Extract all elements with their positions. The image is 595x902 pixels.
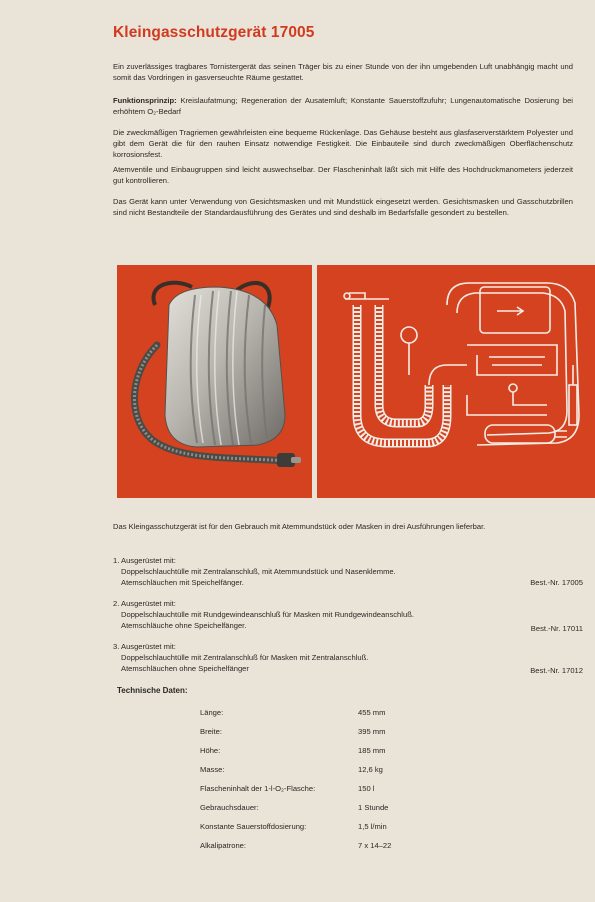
schematic-diagram xyxy=(317,265,595,498)
tech-row: Alkalipatrone: 7 x 14–22 xyxy=(200,841,392,850)
paragraph-intro: Ein zuverlässiges tragbares Tornistergerät das seinen Träger bis zu einer Stunde von der ihn umgebenden Luft unabhängig macht und somit das Vordringen in gasverseuchte Räume gestattet. xyxy=(113,62,573,83)
paragraph-lead: Funktionsprinzip: xyxy=(113,96,177,105)
variant-number: 2. xyxy=(113,599,120,608)
variant-3: 3. Ausgerüstet mit: Doppelschlauchtülle mit Zentralanschluß für Masken mit Zentralanschluß. Atemschläuchen ohne Speichelfänger Best.-Nr. 17012 xyxy=(113,642,583,675)
tech-row: Flascheninhalt der 1-l-O₂-Flasche: 150 l xyxy=(200,784,375,793)
paragraph-function: Funktionsprinzip: Kreislaufatmung; Regeneration der Ausatemluft; Konstante Sauerstoffzufuhr; Lungenautomatische Dosierung bei erhöhtem O₂-Bedarf xyxy=(113,96,573,117)
order-number: Best.-Nr. 17011 xyxy=(530,624,583,633)
page-title: Kleingasschutzgerät 17005 xyxy=(113,24,315,41)
tech-row: Gebrauchsdauer: 1 Stunde xyxy=(200,803,389,812)
tech-row: Höhe: 185 mm xyxy=(200,746,386,755)
variants-intro: Das Kleingasschutzgerät ist für den Gebrauch mit Atemmundstück oder Masken in drei Ausführungen lieferbar. xyxy=(113,522,486,531)
paragraph-masks: Das Gerät kann unter Verwendung von Gesichtsmasken und mit Mundstück eingesetzt werden. Gesichtsmasken und Gasschutzbrillen sind nicht Bestandteile der Standardausführung des Gerätes und sind deshalb im Bedarfsfalle gesondert zu bestellen. xyxy=(113,197,573,218)
tech-row: Breite: 395 mm xyxy=(200,727,386,736)
paragraph-housing: Die zweckmäßigen Tragriemen gewährleisten eine bequeme Rückenlage. Das Gehäuse besteht aus glasfaserverstärktem Polyester und gibt dem Gerät die für den rauhen Einsatz notwendige Festigkeit. Die Einbauteile sind durch zweckmäßigen Oberflächenschutz korrosionsfest. xyxy=(113,128,573,160)
tech-row: Länge: 455 mm xyxy=(200,708,386,717)
tech-row: Konstante Sauerstoffdosierung: 1,5 l/min xyxy=(200,822,387,831)
variant-1: 1. Ausgerüstet mit: Doppelschlauchtülle mit Zentralanschluß, mit Atemmundstück und Nasenklemme. Atemschläuchen mit Speichelfänger. Best.-Nr. 17005 xyxy=(113,556,583,587)
variant-number: 3. xyxy=(113,642,120,651)
tech-row: Masse: 12,6 kg xyxy=(200,765,383,774)
tech-data-heading: Technische Daten: xyxy=(117,686,188,695)
order-number: Best.-Nr. 17012 xyxy=(530,666,583,675)
variant-number: 1. xyxy=(113,556,120,565)
apparatus-photo xyxy=(117,265,312,498)
order-number: Best.-Nr. 17005 xyxy=(530,578,583,587)
variant-2: 2. Ausgerüstet mit: Doppelschlauchtülle mit Rundgewindeanschluß für Masken mit Rundgewindeanschluß. Atemschläuche ohne Speichelfänger. Best.-Nr. 17011 xyxy=(113,599,583,633)
paragraph-valves: Atemventile und Einbaugruppen sind leicht auswechselbar. Der Flascheninhalt läßt sich mit Hilfe des Hochdruckmanometers jederzeit gut kontrollieren. xyxy=(113,165,573,186)
